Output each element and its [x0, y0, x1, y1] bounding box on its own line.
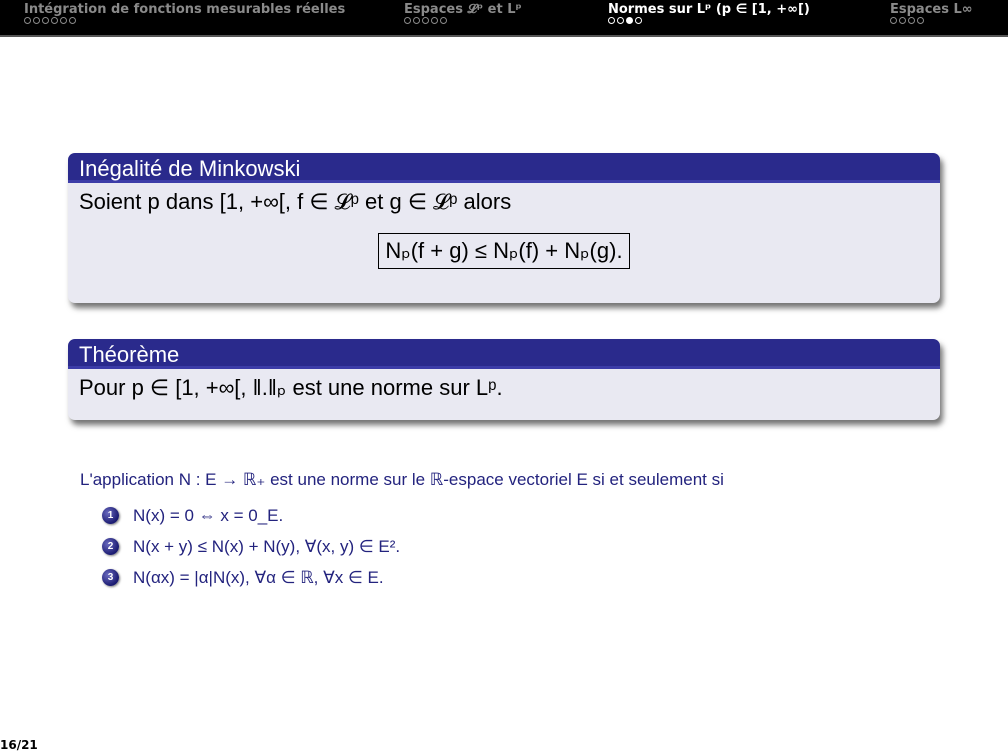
- slide-dot[interactable]: [608, 17, 615, 24]
- slide-dot[interactable]: [440, 17, 447, 24]
- block-title: Inégalité de Minkowski: [68, 153, 940, 183]
- nav-section-espaces-linf[interactable]: [890, 2, 973, 24]
- number-bullet-icon: 2: [102, 538, 119, 555]
- nav-section-espaces-lp[interactable]: [404, 2, 522, 24]
- slide-dot[interactable]: [413, 17, 420, 24]
- slide-dot[interactable]: [899, 17, 906, 24]
- nav-section-label: Espaces L∞: [890, 2, 973, 17]
- nav-section-dots: [608, 17, 810, 24]
- slide-dot[interactable]: [908, 17, 915, 24]
- nav-section-normes[interactable]: [608, 2, 810, 24]
- definition-intro: L'application N : E → ℝ₊ est une norme sur le ℝ-espace vectoriel E si et seulement si: [80, 470, 724, 489]
- slide-dot[interactable]: [60, 17, 67, 24]
- nav-section-dots: [890, 17, 973, 24]
- boxed-formula: Nₚ(f + g) ≤ Nₚ(f) + Nₚ(g).: [378, 233, 629, 269]
- list-item: [102, 562, 400, 593]
- theorem-block: [68, 339, 940, 420]
- slide-dot[interactable]: [404, 17, 411, 24]
- minkowski-block: [68, 153, 940, 303]
- block-title: Théorème: [68, 339, 940, 369]
- slide-dot[interactable]: [617, 17, 624, 24]
- slide-dot[interactable]: [431, 17, 438, 24]
- nav-section-label: Normes sur Lᵖ (p ∈ [1, +∞[): [608, 2, 810, 17]
- slide-dot[interactable]: [69, 17, 76, 24]
- nav-section-label: Intégration de fonctions mesurables réelles: [24, 2, 346, 17]
- nav-section-integration[interactable]: [24, 2, 345, 24]
- slide-dot[interactable]: [890, 17, 897, 24]
- slide-dot-current[interactable]: [626, 17, 633, 24]
- definition-list: [102, 500, 400, 593]
- list-item: [102, 531, 400, 562]
- list-item-text: N(αx) = |α|N(x), ∀α ∈ ℝ, ∀x ∈ E.: [133, 567, 384, 587]
- slide-dot[interactable]: [422, 17, 429, 24]
- list-item-text: N(x) = 0 ⇔ x = 0_E.: [133, 505, 284, 525]
- nav-section-dots: [24, 17, 345, 24]
- block-body: [68, 183, 940, 275]
- nav-section-label: Espaces 𝓛ᵖ et Lᵖ: [404, 2, 522, 17]
- number-bullet-icon: 1: [102, 507, 119, 524]
- section-navigation-bar: [0, 0, 1008, 37]
- slide-dot[interactable]: [635, 17, 642, 24]
- block-body: Pour p ∈ [1, +∞[, ‖.‖ₚ est une norme sur Lᵖ.: [79, 375, 503, 400]
- list-item: [102, 500, 400, 531]
- slide-dot[interactable]: [33, 17, 40, 24]
- slide-dot[interactable]: [917, 17, 924, 24]
- slide-dot[interactable]: [51, 17, 58, 24]
- slide-dot[interactable]: [24, 17, 31, 24]
- nav-section-dots: [404, 17, 522, 24]
- slide-dot[interactable]: [42, 17, 49, 24]
- block-statement: Soient p dans [1, +∞[, f ∈ 𝓛ᵖ et g ∈ 𝓛ᵖ alors: [79, 189, 512, 214]
- page-number: 16/21: [0, 738, 38, 752]
- number-bullet-icon: 3: [102, 569, 119, 586]
- list-item-text: N(x + y) ≤ N(x) + N(y), ∀(x, y) ∈ E².: [133, 536, 401, 556]
